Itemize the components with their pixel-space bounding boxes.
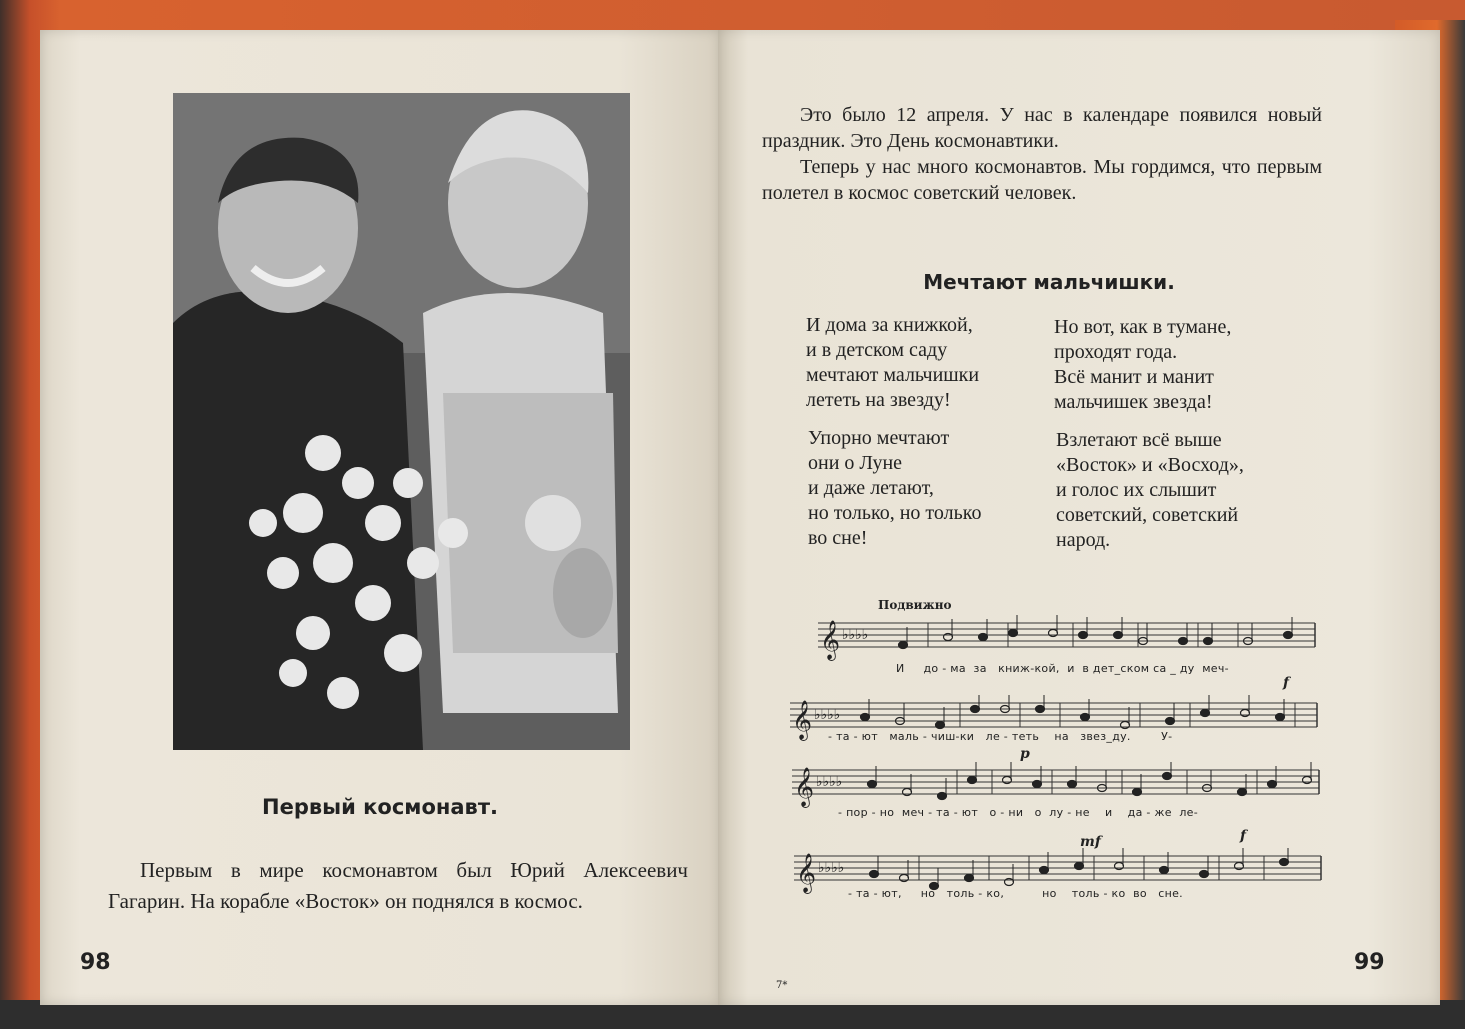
verse-line: они о Луне [808, 452, 903, 474]
note-head [1081, 714, 1090, 721]
key-signature-flats-icon: ♭♭♭♭ [842, 627, 869, 643]
note-head [1068, 781, 1077, 788]
verse-line: и в детском саду [806, 339, 948, 361]
note-head [1033, 781, 1042, 788]
note-head [1079, 632, 1088, 639]
note-head [1201, 710, 1210, 717]
music-staff-3 [792, 762, 1327, 812]
intro-paragraph-2: Теперь у нас много космонавтов. Мы гордимся, что первым полетел в космос советский человек. [762, 156, 1322, 204]
verse-line: и голос их слышит [1056, 479, 1217, 501]
note-head [1280, 859, 1289, 866]
verse-4 [1056, 428, 1244, 553]
note-head [968, 777, 977, 784]
lyrics-line-1: И до - ма за книж-кой, и в дет_ском са _ ду меч- [896, 662, 1229, 675]
verse-line: Упорно мечтают [808, 427, 950, 449]
verse-line: но только, но только [808, 502, 982, 524]
verse-3 [808, 426, 981, 551]
key-signature-flats-icon: ♭♭♭♭ [818, 860, 845, 876]
note-head [1179, 638, 1188, 645]
left-page [40, 30, 720, 1005]
caption-text-body: Первым в мире космонавтом был Юрий Алексеевич Гагарин. На корабле «Восток» он поднялся в космос. [108, 858, 688, 913]
treble-clef-icon: 𝄞 [792, 700, 813, 740]
dynamic-forte-1: f [1283, 675, 1290, 691]
note-head [1009, 630, 1018, 637]
note-head [1166, 718, 1175, 725]
song-title: Мечтают мальчишки. [923, 270, 1175, 294]
music-staff-1 [818, 615, 1323, 665]
gagarin-photo [173, 93, 630, 750]
treble-clef-icon: 𝄞 [794, 767, 815, 807]
note-head [979, 634, 988, 641]
tempo-marking: Подвижно [878, 598, 952, 612]
verse-line: «Восток» и «Восход», [1056, 454, 1244, 476]
note-head [1163, 773, 1172, 780]
intro-text [762, 102, 1322, 206]
caption-text [108, 855, 688, 917]
note-head [1200, 871, 1209, 878]
note-head [1133, 789, 1142, 796]
treble-clef-icon: 𝄞 [796, 853, 817, 893]
page-number-left: 98 [80, 950, 111, 975]
dynamic-piano: p [1020, 746, 1030, 762]
treble-clef-icon: 𝄞 [820, 620, 841, 660]
verse-line: Но вот, как в тумане, [1054, 316, 1232, 338]
note-head [899, 642, 908, 649]
photo-illustration [173, 93, 630, 750]
verse-line: народ. [1056, 529, 1111, 551]
note-head [1276, 714, 1285, 721]
note-head [1268, 781, 1277, 788]
verse-line: советский, советский [1056, 504, 1239, 526]
dynamic-mezzo-forte: mf [1080, 834, 1101, 850]
note-head [1075, 863, 1084, 870]
verse-line: проходят года. [1054, 341, 1178, 363]
note-head [938, 793, 947, 800]
verse-line: мальчишек звезда! [1054, 391, 1213, 413]
note-head [936, 722, 945, 729]
note-head [971, 706, 980, 713]
lyrics-line-3: - пор - но меч - та - ют о - ни о лу - не и да - же ле- [838, 806, 1199, 819]
right-page [718, 30, 1440, 1005]
verse-line: Взлетают всё выше [1056, 429, 1222, 451]
verse-line: лететь на звезду! [806, 389, 951, 411]
key-signature-flats-icon: ♭♭♭♭ [816, 774, 843, 790]
verse-line: и даже летают, [808, 477, 934, 499]
note-head [861, 714, 870, 721]
dynamic-forte-2: f [1240, 828, 1247, 844]
verse-line: мечтают мальчишки [806, 364, 980, 386]
photo-caption-title: Первый космонавт. [262, 795, 498, 819]
key-signature-flats-icon: ♭♭♭♭ [814, 707, 841, 723]
note-head [1040, 867, 1049, 874]
note-head [1160, 867, 1169, 874]
note-head [868, 781, 877, 788]
verse-1 [806, 313, 979, 413]
note-head [1204, 638, 1213, 645]
lyrics-line-2: - та - ют маль - чиш-ки ле - теть на звез_ду. У- [828, 730, 1173, 743]
verse-2 [1054, 315, 1231, 415]
note-head [870, 871, 879, 878]
verse-line: И дома за книжкой, [806, 314, 973, 336]
lyrics-line-4: - та - ют, но толь - ко, но толь - ко во сне. [848, 887, 1183, 900]
note-head [965, 875, 974, 882]
printer-mark: 7* [776, 980, 788, 991]
verse-line: во сне! [808, 527, 868, 549]
verse-line: Всё манит и манит [1054, 366, 1214, 388]
note-head [1284, 632, 1293, 639]
note-head [1036, 706, 1045, 713]
note-head [1238, 789, 1247, 796]
page-number-right: 99 [1354, 950, 1385, 975]
note-head [1114, 632, 1123, 639]
intro-paragraph-1: Это было 12 апреля. У нас в календаре появился новый праздник. Это День космонавтики. [762, 104, 1322, 152]
